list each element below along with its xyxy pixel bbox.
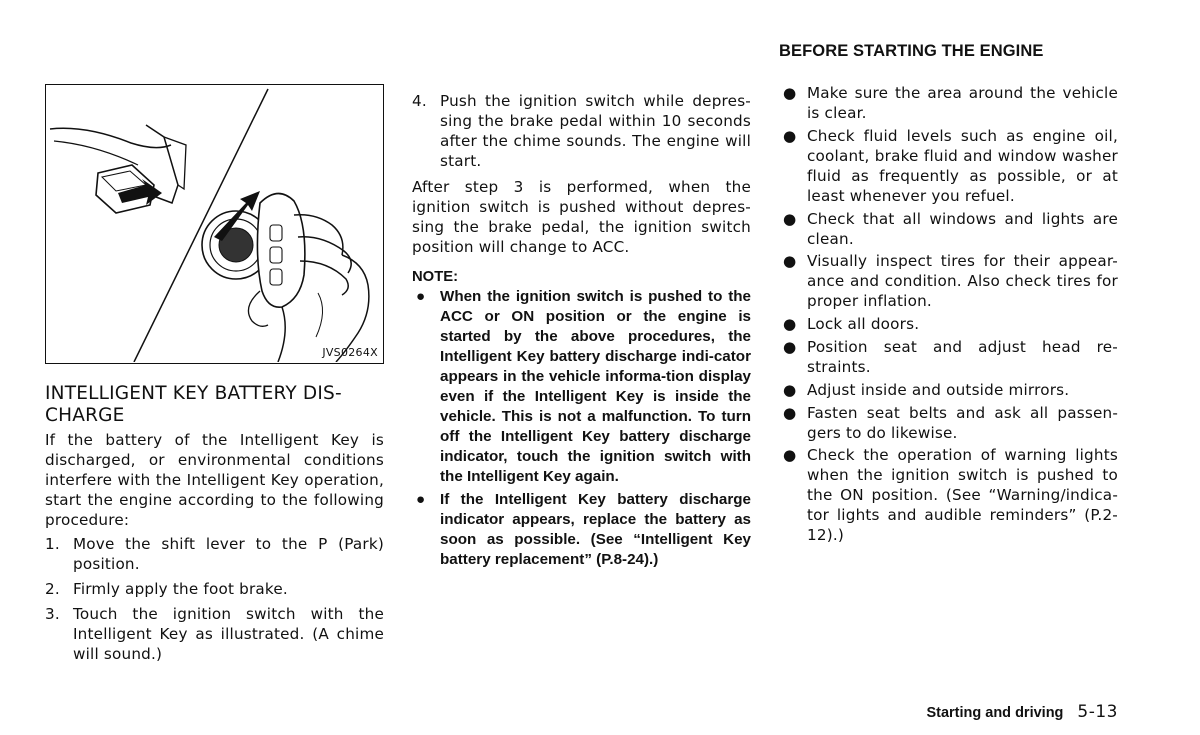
note-list [412,287,751,570]
checklist-item: ● Position seat and adjust head re-straints. [783,337,1118,376]
step-4: 4. Push the ignition switch while depres-sing the brake pedal within 10 seconds after the chime sounds. The engine will start. [412,92,751,170]
bullet-icon: ● [416,288,426,305]
right-body [779,83,1118,548]
after-step-paragraph: After step 3 is performed, when the ignition switch is pushed without depres-sing the brake pedal, the ignition switch position will change to ACC. [412,178,751,256]
bullet-icon: ● [783,446,797,465]
bullet-icon: ● [783,315,797,334]
checklist-item: ● Visually inspect tires for their appear-ance and condition. Also check tires for proper inflation. [783,252,1118,311]
note-item: ● If the Intelligent Key battery discharge indicator appears, replace the battery as soon as possible. (See “Intelligent Key battery replacement” (P.8-24).) [416,491,751,568]
checklist-item: ● Adjust inside and outside mirrors. [783,380,1070,399]
step-3: 3. Touch the ignition switch with the Intelligent Key as illustrated. (A chime will sound.) [45,605,384,663]
step-1: 1. Move the shift lever to the P (Park) position. [45,535,384,573]
checklist-item: ● Fasten seat belts and ask all passen-gers to do likewise. [783,403,1118,442]
checklist-item: ● Check fluid levels such as engine oil, coolant, brake fluid and window washer fluid as frequently as possible, or at least whenever you refuel. [783,126,1118,205]
note-item: ● When the ignition switch is pushed to the ACC or ON position or the engine is started by the above procedures, the Intelligent Key battery discharge indi-cator appears in the vehicle informa-tion display even if the Intelligent Key is inside the vehicle. This is not a malfunction. To turn off the Intelligent Key battery discharge indicator, touch the ignition switch with the Intelligent Key again. [416,288,751,485]
key-touch-illustration [46,85,382,362]
bullet-icon: ● [783,84,797,102]
procedure-steps [45,534,384,664]
bullet-icon: ● [783,209,797,228]
checklist-item: ● Make sure the area around the vehicle is clear. [783,84,1118,122]
checklist-item: ● Check that all windows and lights are clean. [783,209,1118,248]
footer-section-title: Starting and driving [926,705,1064,721]
bullet-icon: ● [783,380,797,399]
bullet-icon: ● [783,126,797,145]
figure-code: JVS0264X [322,346,378,359]
page-number: 5-13 [1077,702,1118,722]
checklist-item: ● Check the operation of warning lights when the ignition switch is pushed to the ON position. (See “Warning/indica-tor lights and audible reminders” (P.2-12).) [783,446,1118,545]
page-footer [926,702,1118,722]
left-body [45,430,384,664]
illustration-ignition-switch [45,84,384,364]
middle-body [412,91,751,570]
note-label: NOTE: [412,269,459,285]
step-2: 2. Firmly apply the foot brake. [45,580,288,598]
bullet-icon: ● [783,403,797,422]
section-heading-key-battery: INTELLIGENT KEY BATTERY DIS- CHARGE [45,383,342,426]
intro-paragraph: If the battery of the Intelligent Key is discharged, or environmental conditions interfere with the Intelligent Key operation, start the engine according to the following procedure: [45,431,384,529]
procedure-step-4 [412,91,751,171]
section-heading-before-starting: BEFORE STARTING THE ENGINE [779,42,1044,60]
bullet-icon: ● [783,337,797,356]
checklist [779,83,1118,545]
checklist-item: ● Lock all doors. [783,315,920,334]
bullet-icon: ● [416,491,426,508]
bullet-icon: ● [783,252,797,271]
